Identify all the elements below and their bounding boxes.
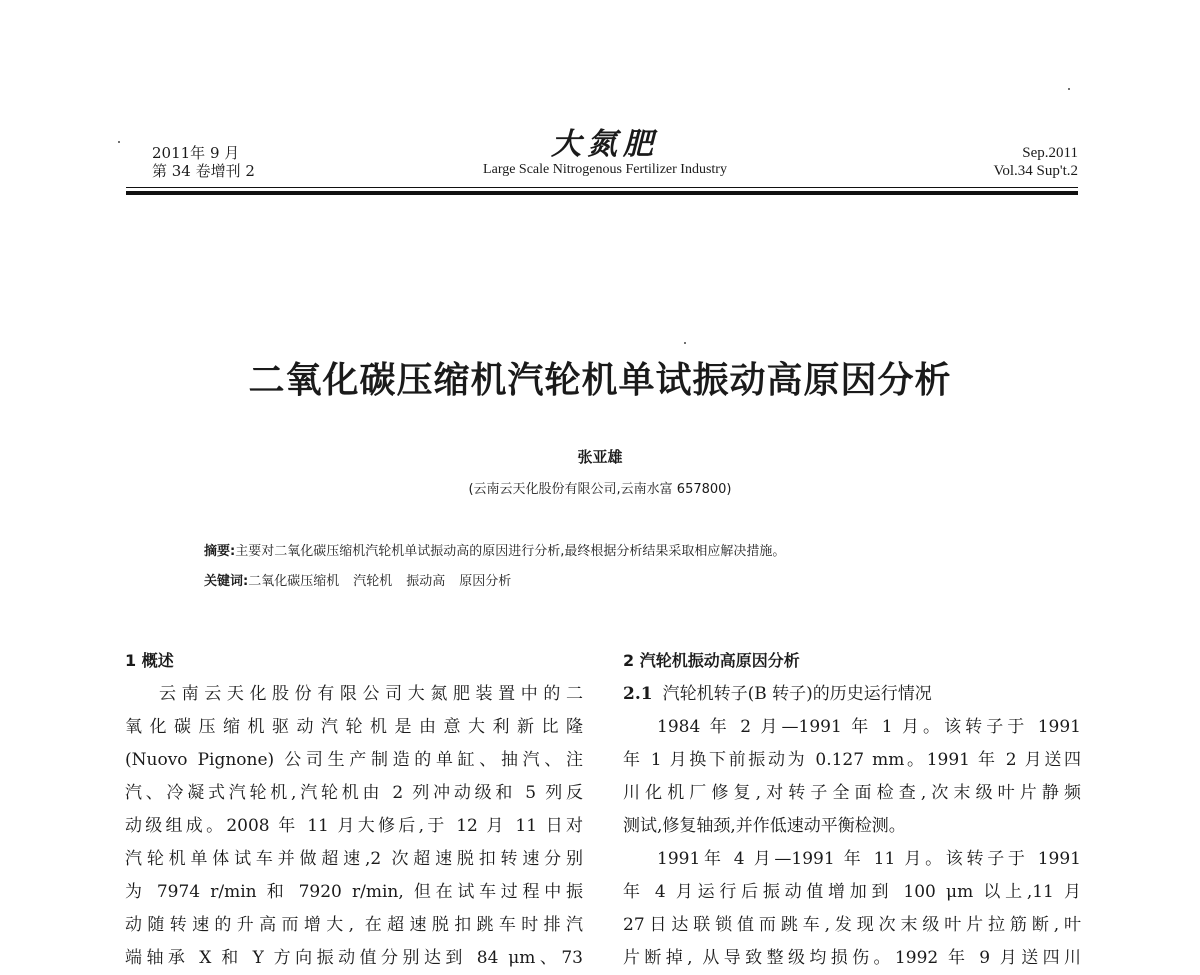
journal-logo: 大氮肥: [551, 127, 659, 162]
subsection-number: 2.1: [623, 684, 653, 704]
keywords-label: 关键词:: [204, 574, 249, 589]
keyword-item: 原因分析: [459, 574, 512, 589]
paragraph-line: 1991年 4 月—1991 年 11 月。该转子于 1991: [657, 849, 1081, 869]
abstract-label: 摘要:: [204, 544, 236, 559]
header-date-en: Sep.2011: [1022, 145, 1078, 161]
journal-english-name: Large Scale Nitrogenous Fertilizer Industry: [483, 162, 727, 177]
subsection-heading: [623, 678, 1081, 711]
scan-speck: [1068, 88, 1070, 90]
header-rule-thin: [126, 187, 1078, 188]
keyword-item: 汽轮机: [353, 574, 393, 589]
scan-speck: [118, 141, 120, 143]
paragraph-line: 为 7974 r/min 和 7920 r/min, 但在试车过程中振: [125, 882, 583, 902]
paragraph-line: 汽轮机单体试车并做超速,2 次超速脱扣转速分别: [125, 849, 583, 869]
paragraph-line: 测试,修复轴颈,并作低速动平衡检测。: [623, 816, 906, 836]
header-volume: 第 34 卷增刊 2: [152, 162, 255, 180]
article-author: 张亚雄: [577, 448, 623, 466]
section-heading: 2 汽轮机振动高原因分析: [623, 651, 800, 670]
paragraph-line: 端轴承 X 和 Y 方向振动值分别达到 84 μm、73: [125, 948, 583, 968]
keyword-item: 二氧化碳压缩机: [248, 574, 340, 589]
section-heading: 1 概述: [125, 651, 174, 670]
paragraph-line: 汽、冷凝式汽轮机,汽轮机由 2 列冲动级和 5 列反: [125, 783, 583, 803]
article-title: 二氧化碳压缩机汽轮机单试振动高原因分析: [248, 360, 952, 401]
body-column-left: [125, 648, 583, 975]
paragraph-line: 动级组成。2008 年 11 月大修后,于 12 月 11 日对: [125, 816, 583, 836]
keyword-item: 振动高: [406, 574, 446, 589]
paragraph-line: 氧化碳压缩机驱动汽轮机是由意大利新比隆: [125, 717, 583, 737]
paragraph-line: 川化机厂修复,对转子全面检查,次末级叶片静频: [623, 783, 1081, 803]
author-affiliation: (云南云天化股份有限公司,云南水富 657800): [468, 482, 732, 497]
abstract: [204, 540, 785, 559]
header-date: 2011年 9 月: [152, 144, 240, 162]
scan-speck: [684, 342, 686, 344]
header-rule-thick: [126, 191, 1078, 195]
paragraph-line: 27日达联锁值而跳车,发现次末级叶片拉筋断,叶: [623, 915, 1081, 935]
paragraph-line: 年 4 月运行后振动值增加到 100 μm 以上,11 月: [623, 882, 1081, 902]
paragraph-line: 云南云天化股份有限公司大氮肥装置中的二: [159, 684, 583, 704]
journal-masthead: [440, 128, 770, 178]
keywords: [204, 570, 525, 589]
header-date-volume: [152, 144, 255, 180]
paragraph-line: 1984 年 2 月—1991 年 1 月。该转子于 1991: [657, 717, 1081, 737]
header-date-volume-en: [993, 144, 1078, 180]
header-volume-en: Vol.34 Sup't.2: [993, 163, 1078, 179]
paragraph-line: 片断掉, 从导致整级均损伤。1992 年 9 月送四川: [623, 948, 1081, 968]
body-column-right: [623, 648, 1081, 975]
abstract-text: 主要对二氧化碳压缩机汽轮机单试振动高的原因进行分析,最终根据分析结果采取相应解决措施。: [235, 544, 786, 559]
paragraph-line: 年 1 月换下前振动为 0.127 mm。1991 年 2 月送四: [623, 750, 1081, 770]
paragraph-line: (Nuovo Pignone) 公司生产制造的单缸、抽汽、注: [125, 750, 583, 770]
paragraph-line: 动随转速的升高而增大, 在超速脱扣跳车时排汽: [125, 915, 583, 935]
subsection-title: 汽轮机转子(B 转子)的历史运行情况: [662, 684, 932, 704]
